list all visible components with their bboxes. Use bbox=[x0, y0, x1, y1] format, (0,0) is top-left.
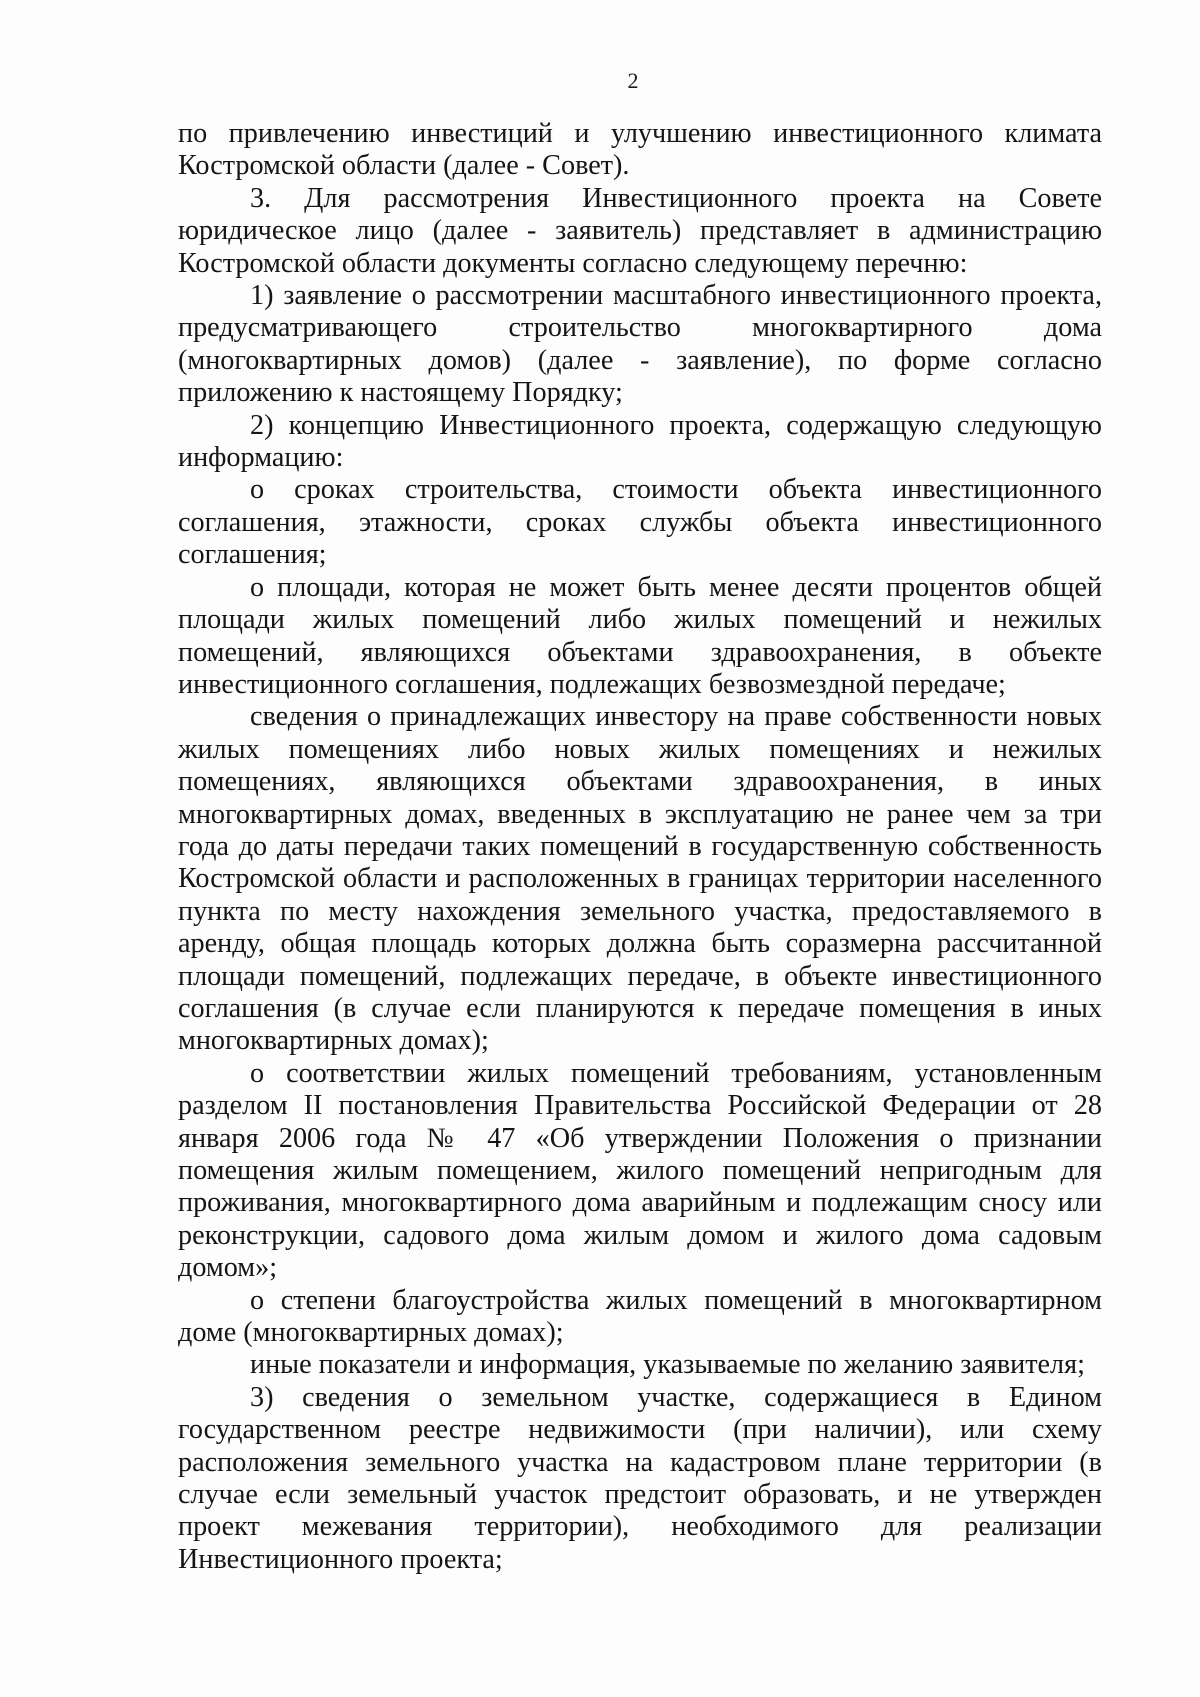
paragraph: 3) сведения о земельном участке, содержащиеся в Едином государственном реестре недвижимости (при наличии), или схему расположения земельного участка на кадастровом плане территории (в случае если земельный участок предстоит образовать, и не утвержден проект межевания территории), необходимого для реализации Инвестиционного проекта; bbox=[178, 1381, 1102, 1575]
paragraph: 2) концепцию Инвестиционного проекта, содержащую следующую информацию: bbox=[178, 409, 1102, 474]
paragraph: 1) заявление о рассмотрении масштабного инвестиционного проекта, предусматривающего строительство многоквартирного дома (многоквартирных домов) (далее - заявление), по форме согласно приложению к настоящему Порядку; bbox=[178, 280, 1102, 409]
page-number: 2 bbox=[627, 68, 639, 93]
paragraph: о степени благоустройства жилых помещений в многоквартирном доме (многоквартирных домах); bbox=[178, 1284, 1102, 1349]
paragraph: о соответствии жилых помещений требованиям, установленным разделом II постановления Правительства Российской Федерации от 28 января 2006 года № 47 «Об утверждении Положения о признании помещения жилым помещением, жилого помещений непригодным для проживания, многоквартирного дома аварийным и подлежащим сносу или реконструкции, садового дома жилым домом и жилого дома садовым домом»; bbox=[178, 1057, 1102, 1284]
paragraph: о сроках строительства, стоимости объекта инвестиционного соглашения, этажности, сроках службы объекта инвестиционного соглашения; bbox=[178, 474, 1102, 571]
paragraph: сведения о принадлежащих инвестору на праве собственности новых жилых помещениях либо новых жилых помещениях и нежилых помещениях, являющихся объектами здравоохранения, в иных многоквартирных домах, введенных в эксплуатацию не ранее чем за три года до даты передачи таких помещений в государственную собственность Костромской области и расположенных в границах территории населенного пункта по месту нахождения земельного участка, предоставляемого в аренду, общая площадь которых должна быть соразмерна рассчитанной площади помещений, подлежащих передаче, в объекте инвестиционного соглашения (в случае если планируются к передаче помещения в иных многоквартирных домах); bbox=[178, 701, 1102, 1057]
document-body bbox=[178, 118, 1102, 1576]
paragraph: иные показатели и информация, указываемые по желанию заявителя; bbox=[250, 1349, 1085, 1381]
paragraph: по привлечению инвестиций и улучшению инвестиционного климата Костромской области (далее - Совет). bbox=[178, 118, 1102, 182]
paragraph: 3. Для рассмотрения Инвестиционного проекта на Совете юридическое лицо (далее - заявитель) представляет в администрацию Костромской области документы согласно следующему перечню: bbox=[178, 182, 1102, 279]
paragraph: о площади, которая не может быть менее десяти процентов общей площади жилых помещений либо жилых помещений и нежилых помещений, являющихся объектами здравоохранения, в объекте инвестиционного соглашения, подлежащих безвозмездной передаче; bbox=[178, 571, 1102, 700]
